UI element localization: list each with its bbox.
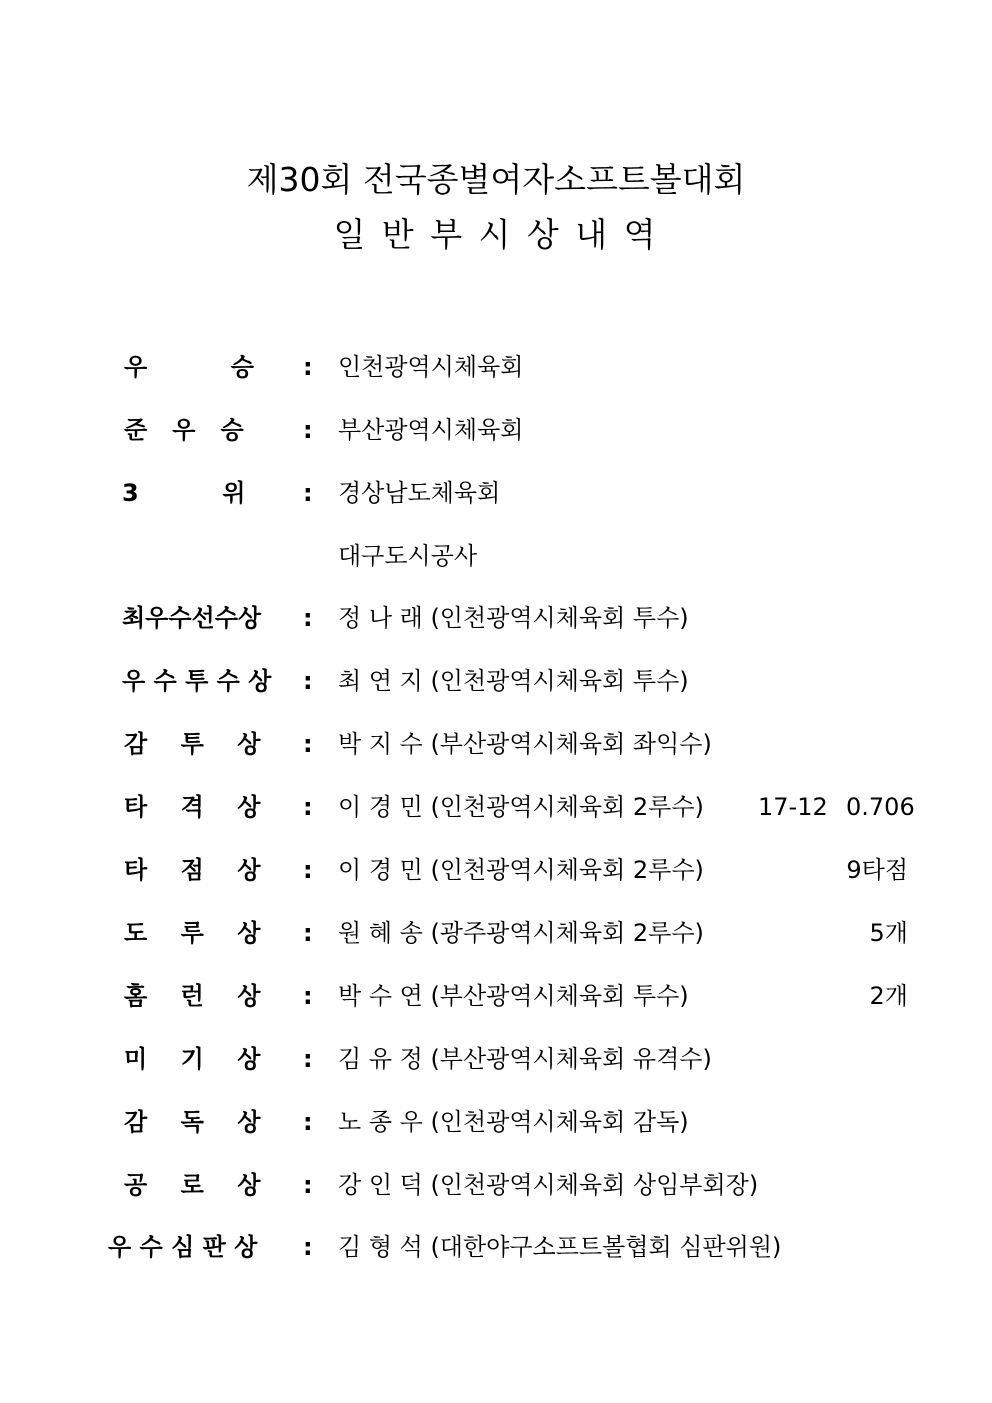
colon: : bbox=[303, 1045, 313, 1073]
award-value: 정 나 래 (인천광역시체육회 투수) bbox=[338, 604, 689, 632]
award-row-rbi bbox=[0, 850, 992, 890]
award-row-champion bbox=[0, 347, 992, 387]
colon: : bbox=[303, 479, 313, 507]
award-label: 미 기 상 bbox=[124, 1045, 261, 1073]
award-label: 홈 런 상 bbox=[124, 982, 261, 1010]
award-value: 원 혜 송 (광주광역시체육회 2루수) bbox=[338, 919, 704, 947]
award-value: 대구도시공사 bbox=[338, 542, 478, 570]
award-label: 감 투 상 bbox=[124, 730, 261, 758]
award-row-fighting-spirit bbox=[0, 724, 992, 764]
award-label: 타 점 상 bbox=[124, 856, 261, 884]
award-label: 준 우 승 bbox=[124, 416, 244, 444]
award-stat: 2개 bbox=[869, 982, 908, 1010]
colon: : bbox=[303, 982, 313, 1010]
document-subtitle: 일 반 부 시 상 내 역 bbox=[333, 215, 659, 254]
award-row-best-pitcher bbox=[0, 661, 992, 701]
colon: : bbox=[303, 730, 313, 758]
award-label: 최우수선수상 bbox=[122, 604, 262, 632]
award-label: 우 수 투 수 상 bbox=[122, 667, 272, 695]
award-label: 우 승 bbox=[124, 353, 254, 381]
award-value: 박 수 연 (부산광역시체육회 투수) bbox=[338, 982, 689, 1010]
award-value: 이 경 민 (인천광역시체육회 2루수) bbox=[338, 793, 704, 821]
award-value: 강 인 덕 (인천광역시체육회 상임부회장) bbox=[338, 1171, 759, 1199]
award-row-mvp bbox=[0, 598, 992, 638]
award-label: 3 위 bbox=[122, 479, 246, 507]
colon: : bbox=[303, 667, 313, 695]
colon: : bbox=[303, 919, 313, 947]
award-value: 노 종 우 (인천광역시체육회 감독) bbox=[338, 1108, 689, 1136]
award-row-merit bbox=[0, 1165, 992, 1205]
award-value: 김 형 석 (대한야구소프트볼협회 심판위원) bbox=[338, 1233, 782, 1261]
colon: : bbox=[303, 353, 313, 381]
colon: : bbox=[303, 604, 313, 632]
award-value: 박 지 수 (부산광역시체육회 좌익수) bbox=[338, 730, 712, 758]
award-row-fine-play bbox=[0, 1039, 992, 1079]
award-value: 최 연 지 (인천광역시체육회 투수) bbox=[338, 667, 689, 695]
award-label: 우 수 심 판 상 bbox=[108, 1233, 258, 1261]
award-row-runner-up bbox=[0, 410, 992, 450]
colon: : bbox=[303, 856, 313, 884]
award-row-batting bbox=[0, 787, 992, 827]
award-row-umpire bbox=[0, 1227, 992, 1267]
award-value: 이 경 민 (인천광역시체육회 2루수) bbox=[338, 856, 704, 884]
award-label: 감 독 상 bbox=[124, 1108, 261, 1136]
award-row-stolen-base bbox=[0, 913, 992, 953]
award-value: 경상남도체육회 bbox=[338, 479, 501, 507]
colon: : bbox=[303, 793, 313, 821]
award-row-home-run bbox=[0, 976, 992, 1016]
award-label: 도 루 상 bbox=[124, 919, 261, 947]
colon: : bbox=[303, 416, 313, 444]
award-value: 인천광역시체육회 bbox=[338, 353, 524, 381]
document-title: 제30회 전국종별여자소프트볼대회 bbox=[246, 160, 746, 199]
award-stat: 5개 bbox=[869, 919, 908, 947]
colon: : bbox=[303, 1171, 313, 1199]
award-label: 타 격 상 bbox=[124, 793, 261, 821]
award-row-third bbox=[0, 473, 992, 513]
colon: : bbox=[303, 1108, 313, 1136]
colon: : bbox=[303, 1233, 313, 1261]
award-stat: 9타점 bbox=[846, 856, 908, 884]
award-row-coach bbox=[0, 1102, 992, 1142]
award-value: 김 유 정 (부산광역시체육회 유격수) bbox=[338, 1045, 712, 1073]
hits-at-bats: 17-12 bbox=[758, 793, 828, 821]
award-value: 부산광역시체육회 bbox=[338, 416, 524, 444]
award-row-third-second bbox=[0, 536, 992, 576]
batting-average: 0.706 bbox=[846, 793, 915, 821]
award-label: 공 로 상 bbox=[124, 1171, 261, 1199]
